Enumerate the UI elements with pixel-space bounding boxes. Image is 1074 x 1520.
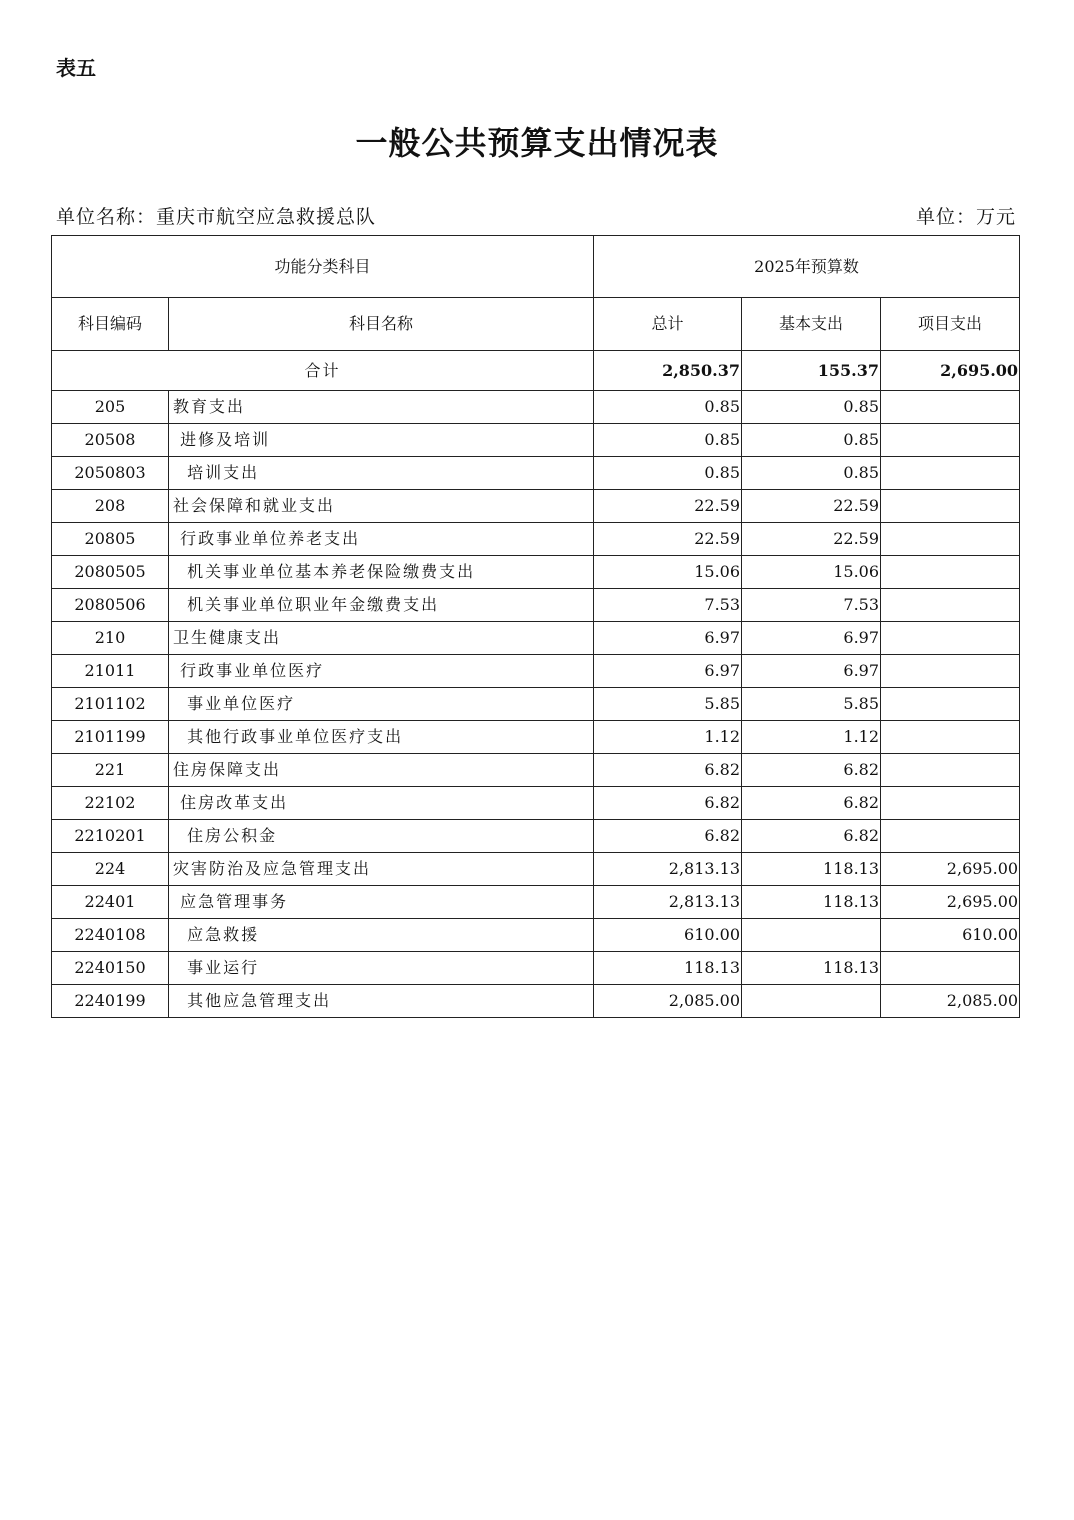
header-name: 科目名称 (169, 298, 594, 351)
row-name: 行政事业单位医疗 (169, 655, 594, 688)
header-basic: 基本支出 (742, 298, 881, 351)
total-sum: 2,850.37 (594, 351, 742, 391)
row-basic: 0.85 (742, 391, 881, 424)
row-project (881, 952, 1020, 985)
row-name: 应急管理事务 (169, 886, 594, 919)
row-code: 20805 (52, 523, 169, 556)
row-project (881, 457, 1020, 490)
row-project: 2,085.00 (881, 985, 1020, 1018)
row-basic: 22.59 (742, 523, 881, 556)
table-row (52, 391, 1020, 424)
row-code: 2101102 (52, 688, 169, 721)
table-row (52, 424, 1020, 457)
row-total: 0.85 (594, 391, 742, 424)
table-label: 表五 (56, 56, 96, 80)
row-name: 事业运行 (169, 952, 594, 985)
table-row (52, 853, 1020, 886)
table-row (52, 985, 1020, 1018)
row-code: 2240150 (52, 952, 169, 985)
row-name: 其他应急管理支出 (169, 985, 594, 1018)
row-project (881, 622, 1020, 655)
row-code: 205 (52, 391, 169, 424)
row-code: 22401 (52, 886, 169, 919)
row-total: 6.97 (594, 655, 742, 688)
row-name: 住房公积金 (169, 820, 594, 853)
row-code: 210 (52, 622, 169, 655)
row-basic: 7.53 (742, 589, 881, 622)
row-basic: 118.13 (742, 853, 881, 886)
row-name: 应急救援 (169, 919, 594, 952)
row-project (881, 754, 1020, 787)
row-name: 卫生健康支出 (169, 622, 594, 655)
row-basic: 6.97 (742, 622, 881, 655)
row-code: 21011 (52, 655, 169, 688)
row-name: 培训支出 (169, 457, 594, 490)
header-row-2 (52, 298, 1020, 351)
row-basic: 15.06 (742, 556, 881, 589)
row-code: 20508 (52, 424, 169, 457)
row-project (881, 424, 1020, 457)
total-basic: 155.37 (742, 351, 881, 391)
row-total: 7.53 (594, 589, 742, 622)
row-total: 15.06 (594, 556, 742, 589)
budget-table (51, 235, 1020, 1018)
unit-name: 单位名称：重庆市航空应急救援总队 (56, 206, 377, 228)
row-basic: 0.85 (742, 424, 881, 457)
row-basic: 6.82 (742, 820, 881, 853)
row-project: 2,695.00 (881, 886, 1020, 919)
row-project (881, 490, 1020, 523)
header-budget-year: 2025年预算数 (594, 236, 1020, 298)
row-basic: 6.82 (742, 787, 881, 820)
row-name: 住房保障支出 (169, 754, 594, 787)
row-basic: 6.97 (742, 655, 881, 688)
row-basic: 118.13 (742, 886, 881, 919)
row-total: 0.85 (594, 424, 742, 457)
row-basic: 118.13 (742, 952, 881, 985)
row-basic: 22.59 (742, 490, 881, 523)
row-total: 2,813.13 (594, 853, 742, 886)
total-label: 合计 (52, 351, 594, 391)
table-row (52, 754, 1020, 787)
row-total: 22.59 (594, 490, 742, 523)
row-code: 2240199 (52, 985, 169, 1018)
row-code: 2080506 (52, 589, 169, 622)
row-code: 2240108 (52, 919, 169, 952)
row-total: 610.00 (594, 919, 742, 952)
row-project (881, 820, 1020, 853)
table-row (52, 721, 1020, 754)
row-basic (742, 919, 881, 952)
row-project (881, 688, 1020, 721)
row-project (881, 655, 1020, 688)
row-project: 610.00 (881, 919, 1020, 952)
total-row (52, 351, 1020, 391)
table-row (52, 457, 1020, 490)
row-total: 1.12 (594, 721, 742, 754)
table-row (52, 556, 1020, 589)
total-project: 2,695.00 (881, 351, 1020, 391)
row-code: 22102 (52, 787, 169, 820)
row-project (881, 556, 1020, 589)
row-basic: 1.12 (742, 721, 881, 754)
row-code: 224 (52, 853, 169, 886)
row-basic (742, 985, 881, 1018)
row-total: 6.82 (594, 820, 742, 853)
row-total: 22.59 (594, 523, 742, 556)
row-name: 事业单位医疗 (169, 688, 594, 721)
row-total: 6.82 (594, 754, 742, 787)
table-row (52, 490, 1020, 523)
page-title: 一般公共预算支出情况表 (355, 124, 719, 162)
row-project (881, 523, 1020, 556)
row-name: 进修及培训 (169, 424, 594, 457)
table-row (52, 919, 1020, 952)
row-total: 2,813.13 (594, 886, 742, 919)
table-row (52, 589, 1020, 622)
table-row (52, 523, 1020, 556)
table-row (52, 622, 1020, 655)
header-row-1 (52, 236, 1020, 298)
row-name: 机关事业单位基本养老保险缴费支出 (169, 556, 594, 589)
table-row (52, 886, 1020, 919)
table-row (52, 688, 1020, 721)
row-name: 其他行政事业单位医疗支出 (169, 721, 594, 754)
row-code: 2210201 (52, 820, 169, 853)
row-name: 灾害防治及应急管理支出 (169, 853, 594, 886)
header-code: 科目编码 (52, 298, 169, 351)
row-basic: 5.85 (742, 688, 881, 721)
row-total: 5.85 (594, 688, 742, 721)
row-code: 2101199 (52, 721, 169, 754)
row-basic: 0.85 (742, 457, 881, 490)
row-name: 教育支出 (169, 391, 594, 424)
row-code: 208 (52, 490, 169, 523)
row-total: 6.97 (594, 622, 742, 655)
row-project: 2,695.00 (881, 853, 1020, 886)
table-row (52, 655, 1020, 688)
row-total: 6.82 (594, 787, 742, 820)
row-name: 住房改革支出 (169, 787, 594, 820)
row-name: 社会保障和就业支出 (169, 490, 594, 523)
row-project (881, 787, 1020, 820)
row-code: 2080505 (52, 556, 169, 589)
row-code: 221 (52, 754, 169, 787)
row-total: 2,085.00 (594, 985, 742, 1018)
currency-unit: 单位：万元 (915, 206, 1016, 228)
row-code: 2050803 (52, 457, 169, 490)
header-project: 项目支出 (881, 298, 1020, 351)
row-total: 0.85 (594, 457, 742, 490)
row-project (881, 589, 1020, 622)
row-name: 行政事业单位养老支出 (169, 523, 594, 556)
row-name: 机关事业单位职业年金缴费支出 (169, 589, 594, 622)
header-total: 总计 (594, 298, 742, 351)
table-row (52, 787, 1020, 820)
header-function-category: 功能分类科目 (52, 236, 594, 298)
table-row (52, 820, 1020, 853)
row-project (881, 721, 1020, 754)
table-row (52, 952, 1020, 985)
row-basic: 6.82 (742, 754, 881, 787)
row-project (881, 391, 1020, 424)
row-total: 118.13 (594, 952, 742, 985)
